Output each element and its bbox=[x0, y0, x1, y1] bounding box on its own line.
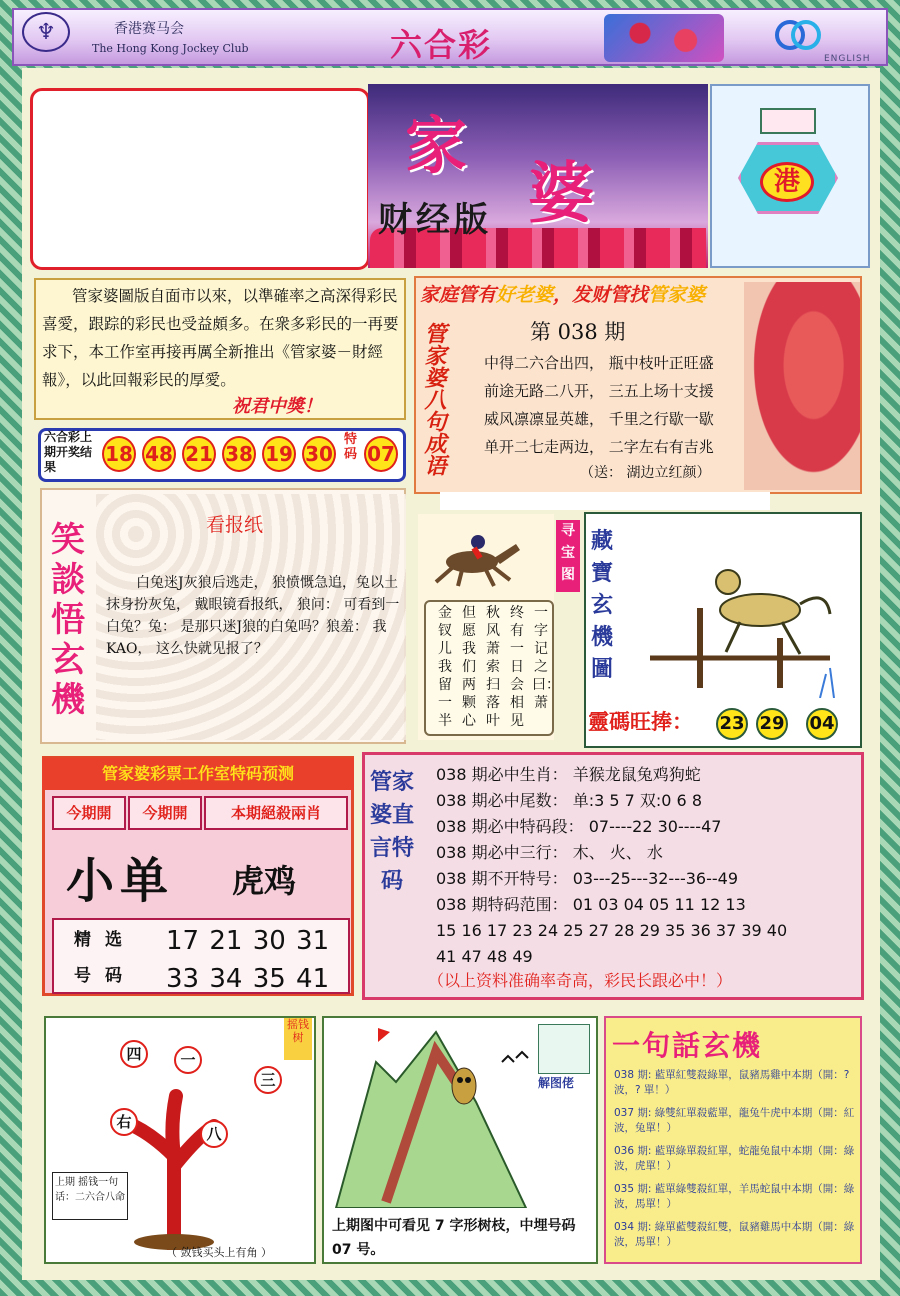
tree-ball: 八 bbox=[200, 1120, 228, 1148]
lantern-character: 港 bbox=[760, 162, 814, 202]
joke-text: 白兔迷J灰狼后逃走， 狼愤慨急追，兔以土抹身扮灰兔， 戴眼镜看报纸， 狼问： 可看到一白兔？兔： 是那只迷J狼的白兔吗？狼羞： 我KAO， 这么快就见报了？ bbox=[106, 575, 400, 657]
scroll-column: 但愿我们两颗心 bbox=[462, 605, 476, 729]
poem-heading-b: 好老婆 bbox=[496, 284, 554, 306]
poem-vertical-title: 管家婆八句成语 bbox=[421, 322, 446, 476]
result-ball: 30 bbox=[302, 436, 336, 472]
direct-tips-title: 管家婆直言特码 bbox=[370, 770, 415, 894]
scroll-label: 寻宝图 bbox=[556, 520, 580, 592]
redacted-strip bbox=[440, 492, 770, 510]
banner-char-jia: 家 bbox=[405, 109, 468, 182]
selected-numbers bbox=[166, 922, 329, 998]
prediction-big-small: 小单 bbox=[66, 853, 175, 909]
racing-horses-image bbox=[604, 14, 724, 62]
poem-line: 前途无路二八开， 三五上场十支援 bbox=[484, 382, 714, 400]
result-ball: 18 bbox=[102, 436, 136, 472]
tip-line: 038 期特码范围： 01 03 04 05 11 12 13 bbox=[436, 895, 746, 914]
lottery-title: 六合彩 bbox=[390, 26, 493, 64]
phrase-entry: 037 期: 綠雙紅單殺藍單，龍兔牛虎中本期（開：紅波，兔單！） bbox=[614, 1107, 855, 1134]
riddle-explanation: 上期图中可看见 7 字形树枝，中埋号码 07 号。 bbox=[332, 1218, 576, 1258]
selected-numbers-row: 33 34 35 41 bbox=[166, 964, 330, 994]
tip-line: 038 期不开特号： 03---25---32---36--49 bbox=[436, 869, 739, 888]
tree-ball: 四 bbox=[120, 1040, 148, 1068]
lucky-number-ball: 04 bbox=[806, 708, 838, 740]
banner-subtitle: 财经版 bbox=[378, 200, 492, 240]
tip-line: 038 期必中生肖： 羊猴龙鼠兔鸡狗蛇 bbox=[436, 765, 701, 784]
phrase-entry: 038 期: 藍單紅雙殺綠單，鼠豬馬雞中本期（開：? 波，? 單！） bbox=[614, 1069, 850, 1096]
special-ball: 07 bbox=[364, 436, 398, 472]
result-ball: 21 bbox=[182, 436, 216, 472]
redacted-box bbox=[30, 88, 370, 270]
mark-six-logo-icon[interactable] bbox=[770, 18, 826, 52]
banner-char-po: 婆 bbox=[528, 154, 594, 232]
tree-ball: 一 bbox=[174, 1046, 202, 1074]
riddle-solver-label: 解图佬 bbox=[538, 1076, 575, 1090]
tab-kill-two: 本期絕殺兩肖 bbox=[204, 796, 348, 830]
studio-prediction-title: 管家婆彩票工作室特码预测 bbox=[42, 758, 354, 790]
tip-line: 038 期必中特码段： 07----22 30----47 bbox=[436, 817, 722, 836]
poem-heading-d: 管家婆 bbox=[648, 284, 706, 306]
joke-side-title: 笑談悟玄機 bbox=[51, 520, 85, 720]
tab-this-issue-1: 今期開 bbox=[52, 796, 126, 830]
lucky-numbers-label: 靈碼旺捧： bbox=[588, 710, 693, 734]
intro-greeting: 祝君中獎！ bbox=[232, 396, 322, 417]
bride-image bbox=[744, 282, 860, 490]
money-tree-caption: （ 敛钱买头上有角 ） bbox=[166, 1246, 272, 1259]
money-tree-icon bbox=[114, 1066, 234, 1250]
tab-this-issue-2: 今期開 bbox=[128, 796, 202, 830]
phrase-entry: 034 期: 綠單藍雙殺紅雙，鼠豬雞馬中本期（開：綠波，馬單！） bbox=[614, 1221, 855, 1248]
scroll-column: 秋风萧索扫落叶 bbox=[486, 605, 500, 729]
lantern-top-icon bbox=[760, 108, 816, 134]
result-ball: 48 bbox=[142, 436, 176, 472]
poem-heading bbox=[414, 280, 862, 310]
horse-rider-icon bbox=[424, 528, 524, 588]
tree-ball: 三 bbox=[254, 1066, 282, 1094]
joke-title: 看报纸 bbox=[206, 514, 264, 536]
poem-credit: （送： 湖边立红颜） bbox=[580, 465, 711, 481]
tips-note: （以上资料准确率奇高，彩民长跟必中！） bbox=[428, 971, 733, 990]
money-tree-tag: 摇钱树 bbox=[284, 1018, 312, 1060]
poem-line: 中得二六合出四， 瓶中枝叶正旺盛 bbox=[484, 354, 714, 372]
result-ball: 19 bbox=[262, 436, 296, 472]
poem-line: 威风凛凛显英雄， 千里之行歇一歇 bbox=[484, 410, 714, 428]
tree-ball: 右 bbox=[110, 1108, 138, 1136]
tip-line: 038 期必中尾数： 单:3 5 7 双:0 6 8 bbox=[436, 791, 703, 810]
last-draw-label: 六合彩上期开奖结果 bbox=[44, 430, 93, 474]
tip-line: 41 47 48 49 bbox=[436, 947, 533, 966]
phrase-entry: 036 期: 藍單綠單殺紅單，蛇龍兔鼠中本期（開：綠波，虎單！） bbox=[614, 1145, 855, 1172]
phrase-entry: 035 期: 藍單綠雙殺紅單，羊馬蛇鼠中本期（開：綠波，馬單！） bbox=[614, 1183, 855, 1210]
tip-line: 15 16 17 23 24 25 27 28 29 35 36 37 39 40 bbox=[436, 921, 788, 940]
last-issue-note: 上期 摇钱一句话：二六合八命 bbox=[52, 1172, 128, 1220]
poem-issue: 第 038 期 bbox=[530, 320, 626, 344]
scroll-column: 金钗儿我留一半 bbox=[438, 605, 452, 729]
hidden-treasure-title: 藏寶玄機圖 bbox=[590, 529, 613, 682]
scroll-column: 终有一日会相见 bbox=[510, 605, 524, 729]
selected-numbers-row: 17 21 30 31 bbox=[166, 926, 330, 956]
mountain-owl-icon bbox=[326, 1022, 538, 1208]
one-phrase-title: 一句話玄機 bbox=[612, 1029, 763, 1062]
special-number-label: 特码 bbox=[344, 432, 358, 462]
lucky-number-ball: 29 bbox=[756, 708, 788, 740]
intro-text: 管家婆圖版自面市以來，以準確率之高深得彩民喜愛，跟踪的彩民也受益頗多。在衆多彩民的一再要求下，本工作室再接再厲全新推出《管家婆－財經報》，以此回報彩民的厚愛。 bbox=[42, 287, 399, 389]
poem-line: 单开二七走两边， 二字左右有吉兆 bbox=[484, 438, 714, 456]
riddle-solver-icon bbox=[538, 1024, 590, 1074]
poem-heading-c: ，发财管找 bbox=[553, 284, 649, 306]
jockey-club-logo-icon[interactable]: ♆ bbox=[22, 12, 70, 52]
club-name-cn: 香港赛马会 bbox=[114, 21, 184, 37]
club-name-en: The Hong Kong Jockey Club bbox=[92, 42, 249, 55]
scroll-column: 一字记之曰：萧 bbox=[532, 605, 560, 711]
poem-heading-a: 家庭管有 bbox=[420, 284, 497, 306]
selected-numbers-label: 精选号码 bbox=[74, 930, 136, 986]
tip-line: 038 期必中三行： 木、 火、 水 bbox=[436, 843, 663, 862]
dog-on-fence-icon bbox=[630, 548, 856, 698]
result-ball: 38 bbox=[222, 436, 256, 472]
english-link[interactable]: ENGLISH bbox=[824, 54, 871, 64]
prediction-kill-zodiac: 虎鸡 bbox=[232, 862, 297, 900]
lucky-number-ball: 23 bbox=[716, 708, 748, 740]
